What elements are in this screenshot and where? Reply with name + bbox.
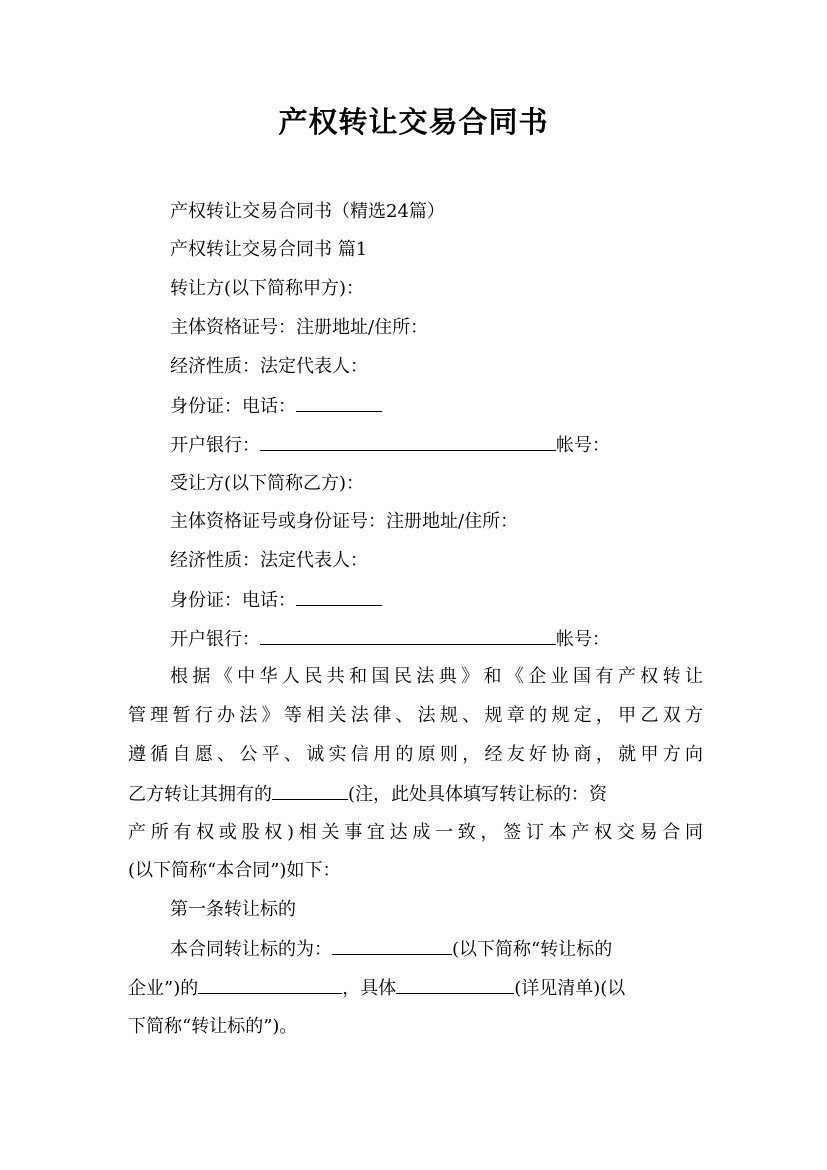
transferor-id-line	[170, 393, 703, 420]
blank-field	[296, 587, 382, 606]
transferee-line: 受让方(以下简称乙方)：	[170, 473, 365, 494]
transferor-id-label: 身份证：电话：	[170, 396, 296, 417]
transferor-economic-line: 经济性质：法定代表人：	[170, 356, 368, 377]
transferee-qualification-line: 主体资格证号或身份证号：注册地址/住所：	[170, 511, 519, 532]
article-line: 下简称“转让标的”)。	[128, 1016, 298, 1037]
blank-field	[260, 626, 556, 645]
paragraph-line: (以下简称“本合同”)如下：	[128, 860, 341, 881]
paragraph-line: 遵循自愿、公平、诚实信用的原则，经友好协商，就甲方向	[128, 744, 703, 765]
transferor-bank-label: 开户银行：	[170, 435, 260, 456]
transferee-bank-label: 开户银行：	[170, 629, 260, 650]
paragraph-line: 产所有权或股权)相关事宜达成一致，签订本产权交易合同	[128, 822, 703, 843]
article-line	[128, 975, 703, 1002]
blank-field	[332, 936, 452, 955]
transferee-id-line	[170, 587, 703, 614]
article-text: (详见清单)(以	[514, 978, 626, 999]
blank-field	[396, 975, 514, 994]
paragraph-text: (注，此处具体填写转让标的：资	[348, 784, 608, 805]
blank-field	[272, 781, 348, 800]
article-text: 本合同转让标的为：	[170, 939, 332, 960]
document-title: 产权转让交易合同书	[278, 105, 549, 139]
blank-field	[260, 432, 556, 451]
transferee-account-label: 帐号：	[556, 629, 610, 650]
article-text: ，具体	[342, 978, 397, 999]
transferee-id-label: 身份证：电话：	[170, 590, 296, 611]
paragraph-line: 管理暂行办法》等相关法律、法规、规章的规定，甲乙双方	[128, 705, 703, 726]
subtitle-line: 产权转让交易合同书（精选24篇）	[170, 201, 445, 222]
transferor-account-label: 帐号：	[556, 435, 610, 456]
article-text: (以下简称“转让标的	[452, 939, 613, 960]
transferee-economic-line: 经济性质：法定代表人：	[170, 550, 368, 571]
article-text: 企业”)的	[128, 978, 199, 999]
paragraph-line	[128, 781, 703, 808]
transferor-bank-line	[170, 432, 703, 459]
transferee-bank-line	[170, 626, 703, 653]
paragraph-line: 根据《中华人民共和国民法典》和《企业国有产权转让	[170, 666, 703, 687]
transferor-qualification-line: 主体资格证号：注册地址/住所：	[170, 317, 429, 338]
section-heading: 产权转让交易合同书 篇1	[170, 239, 368, 260]
paragraph-text: 乙方转让其拥有的	[128, 784, 272, 805]
transferor-line: 转让方(以下简称甲方)：	[170, 278, 365, 299]
blank-field	[296, 393, 382, 412]
article-line	[170, 936, 703, 963]
article-heading: 第一条转让标的	[170, 899, 296, 920]
blank-field	[198, 975, 342, 994]
